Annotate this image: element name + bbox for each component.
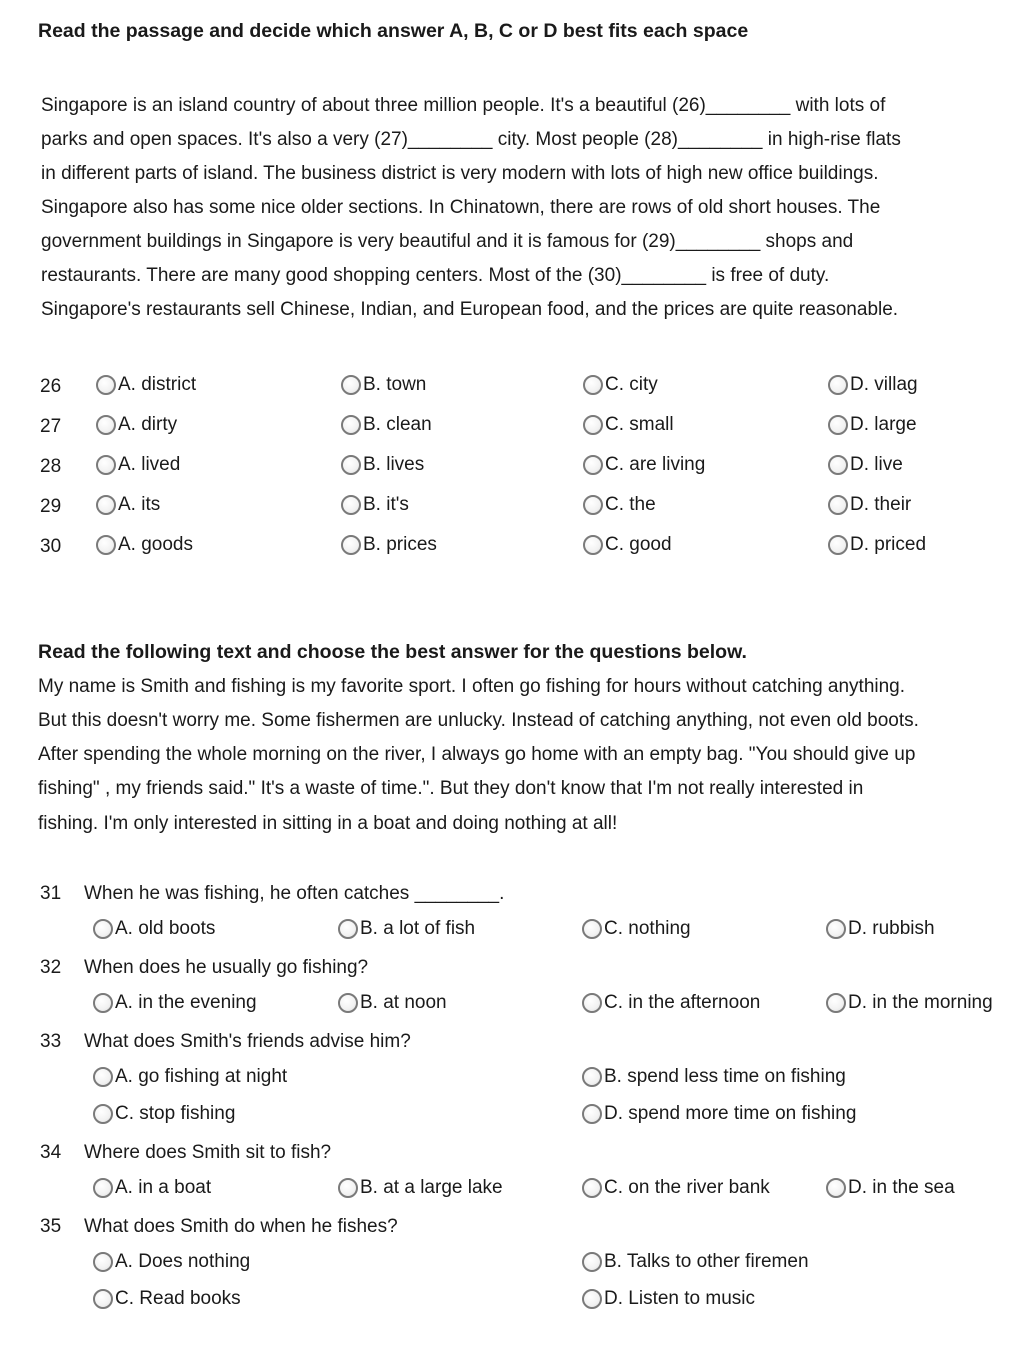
- question-text: Where does Smith sit to fish?: [84, 1142, 332, 1163]
- radio-icon[interactable]: [828, 535, 848, 555]
- option-33-b[interactable]: [582, 1066, 846, 1088]
- option-27-a[interactable]: [96, 414, 177, 436]
- option-label: A. Does nothing: [115, 1251, 251, 1272]
- passage-line: government buildings in Singapore is very beautiful and it is famous for (29)________ shops and: [41, 231, 854, 252]
- passage-line: fishing. I'm only interested in sitting in a boat and doing nothing at all!: [38, 813, 618, 834]
- option-32-b[interactable]: [338, 992, 447, 1014]
- radio-icon[interactable]: [93, 1104, 113, 1124]
- radio-icon[interactable]: [828, 455, 848, 475]
- passage-line: restaurants. There are many good shopping centers. Most of the (30)________ is free of duty.: [41, 265, 830, 286]
- radio-icon[interactable]: [582, 919, 602, 939]
- option-31-a[interactable]: [93, 918, 215, 940]
- option-28-a[interactable]: [96, 454, 180, 476]
- question-number: 30: [40, 536, 62, 557]
- option-label: A. district: [118, 374, 197, 395]
- option-label: C. on the river bank: [604, 1177, 770, 1198]
- radio-icon[interactable]: [338, 1178, 358, 1198]
- radio-icon[interactable]: [583, 455, 603, 475]
- option-label: C. the: [605, 494, 656, 515]
- option-27-d[interactable]: [828, 414, 917, 436]
- radio-icon[interactable]: [828, 375, 848, 395]
- question-text: What does Smith do when he fishes?: [84, 1216, 398, 1237]
- option-28-c[interactable]: [583, 454, 705, 476]
- option-label: B. a lot of fish: [360, 918, 476, 939]
- option-30-b[interactable]: [341, 534, 437, 556]
- question-number: 29: [40, 496, 62, 517]
- option-label: C. Read books: [115, 1288, 241, 1309]
- option-label: B. Talks to other firemen: [604, 1251, 809, 1272]
- question-number: 26: [40, 376, 62, 397]
- option-33-a[interactable]: [93, 1066, 287, 1088]
- radio-icon[interactable]: [583, 415, 603, 435]
- option-31-c[interactable]: [582, 918, 691, 940]
- option-26-a[interactable]: [96, 374, 196, 396]
- option-label: C. are living: [605, 454, 706, 475]
- option-label: B. at a large lake: [360, 1177, 503, 1198]
- passage-line: But this doesn't worry me. Some fishermen are unlucky. Instead of catching anything, not even old boots.: [38, 710, 919, 731]
- question-text: When he was fishing, he often catches ________.: [84, 883, 505, 904]
- radio-icon[interactable]: [583, 375, 603, 395]
- passage-line: Singapore is an island country of about three million people. It's a beautiful (26)________ with lots of: [41, 95, 886, 116]
- option-29-d[interactable]: [828, 494, 911, 516]
- option-label: D. in the morning: [848, 992, 993, 1013]
- radio-icon[interactable]: [338, 993, 358, 1013]
- section2-heading: Read the following text and choose the best answer for the questions below.: [38, 641, 747, 663]
- radio-icon[interactable]: [582, 1178, 602, 1198]
- option-26-c[interactable]: [583, 374, 658, 396]
- section1-heading: Read the passage and decide which answer A, B, C or D best fits each space: [38, 20, 749, 42]
- passage-line: fishing" , my friends said." It's a waste of time.". But they don't know that I'm not really interested in: [38, 778, 864, 799]
- option-33-c[interactable]: [93, 1103, 235, 1125]
- option-35-c[interactable]: [93, 1288, 241, 1310]
- option-32-d[interactable]: [826, 992, 993, 1014]
- option-34-b[interactable]: [338, 1177, 503, 1199]
- option-29-c[interactable]: [583, 494, 656, 516]
- radio-icon[interactable]: [96, 495, 116, 515]
- option-label: C. small: [605, 414, 674, 435]
- option-30-d[interactable]: [828, 534, 926, 556]
- radio-icon[interactable]: [583, 495, 603, 515]
- radio-icon[interactable]: [582, 1104, 602, 1124]
- radio-icon[interactable]: [93, 1252, 113, 1272]
- passage-line: Singapore also has some nice older sections. In Chinatown, there are rows of old short houses. The: [41, 197, 881, 218]
- option-label: A. its: [118, 494, 161, 515]
- option-label: B. at noon: [360, 992, 447, 1013]
- option-label: B. prices: [363, 534, 437, 555]
- option-label: C. in the afternoon: [604, 992, 761, 1013]
- option-label: D. rubbish: [848, 918, 935, 939]
- option-label: D. live: [850, 454, 903, 475]
- option-label: A. in a boat: [115, 1177, 212, 1198]
- question-number: 28: [40, 456, 62, 477]
- radio-icon[interactable]: [582, 1067, 602, 1087]
- radio-icon[interactable]: [826, 1178, 846, 1198]
- option-33-d[interactable]: [582, 1103, 856, 1125]
- option-26-d[interactable]: [828, 374, 918, 396]
- option-35-a[interactable]: [93, 1251, 250, 1273]
- option-label: A. lived: [118, 454, 181, 475]
- option-label: B. it's: [363, 494, 409, 515]
- passage-line: parks and open spaces. It's also a very (27)________ city. Most people (28)________ in high-rise flats: [41, 129, 901, 150]
- option-label: B. lives: [363, 454, 425, 475]
- passage-line: After spending the whole morning on the river, I always go home with an empty bag. "You should give up: [38, 744, 916, 765]
- option-29-b[interactable]: [341, 494, 409, 516]
- option-label: A. old boots: [115, 918, 216, 939]
- option-27-c[interactable]: [583, 414, 674, 436]
- radio-icon[interactable]: [96, 375, 116, 395]
- radio-icon[interactable]: [341, 455, 361, 475]
- option-label: D. priced: [850, 534, 927, 555]
- passage-line: Singapore's restaurants sell Chinese, Indian, and European food, and the prices are quite reasonable.: [41, 299, 899, 320]
- question-number: 33: [40, 1031, 62, 1052]
- option-35-d[interactable]: [582, 1288, 755, 1310]
- radio-icon[interactable]: [828, 415, 848, 435]
- option-32-a[interactable]: [93, 992, 257, 1014]
- question-number: 31: [40, 883, 62, 904]
- radio-icon[interactable]: [341, 535, 361, 555]
- option-35-b[interactable]: [582, 1251, 809, 1273]
- option-label: B. spend less time on fishing: [604, 1066, 846, 1087]
- question-number: 27: [40, 416, 62, 437]
- radio-icon[interactable]: [583, 535, 603, 555]
- option-label: A. go fishing at night: [115, 1066, 288, 1087]
- radio-icon[interactable]: [341, 415, 361, 435]
- radio-icon[interactable]: [93, 1289, 113, 1309]
- option-label: D. spend more time on fishing: [604, 1103, 857, 1124]
- passage-line: My name is Smith and fishing is my favorite sport. I often go fishing for hours without catching anything.: [38, 676, 906, 697]
- passage-line: in different parts of island. The business district is very modern with lots of high new office buildings.: [41, 163, 879, 184]
- radio-icon[interactable]: [338, 919, 358, 939]
- option-label: D. their: [850, 494, 912, 515]
- option-31-d[interactable]: [826, 918, 935, 940]
- radio-icon[interactable]: [582, 1289, 602, 1309]
- option-32-c[interactable]: [582, 992, 760, 1014]
- radio-icon[interactable]: [93, 1067, 113, 1087]
- radio-icon[interactable]: [341, 375, 361, 395]
- option-label: B. clean: [363, 414, 432, 435]
- option-label: D. large: [850, 414, 917, 435]
- option-label: C. city: [605, 374, 658, 395]
- radio-icon[interactable]: [582, 1252, 602, 1272]
- option-31-b[interactable]: [338, 918, 475, 940]
- radio-icon[interactable]: [96, 455, 116, 475]
- radio-icon[interactable]: [826, 919, 846, 939]
- option-26-b[interactable]: [341, 374, 426, 396]
- option-28-d[interactable]: [828, 454, 903, 476]
- option-label: B. town: [363, 374, 427, 395]
- radio-icon[interactable]: [96, 415, 116, 435]
- question-number: 34: [40, 1142, 62, 1163]
- option-30-a[interactable]: [96, 534, 193, 556]
- option-label: D. villag: [850, 374, 918, 395]
- option-27-b[interactable]: [341, 414, 432, 436]
- option-34-a[interactable]: [93, 1177, 211, 1199]
- radio-icon[interactable]: [826, 993, 846, 1013]
- option-28-b[interactable]: [341, 454, 424, 476]
- radio-icon[interactable]: [341, 495, 361, 515]
- option-label: C. stop fishing: [115, 1103, 236, 1124]
- radio-icon[interactable]: [96, 535, 116, 555]
- option-label: A. in the evening: [115, 992, 257, 1013]
- option-label: D. Listen to music: [604, 1288, 755, 1309]
- radio-icon[interactable]: [93, 993, 113, 1013]
- question-text: What does Smith's friends advise him?: [84, 1031, 411, 1052]
- option-34-d[interactable]: [826, 1177, 955, 1199]
- option-30-c[interactable]: [583, 534, 672, 556]
- option-label: A. dirty: [118, 414, 178, 435]
- radio-icon[interactable]: [582, 993, 602, 1013]
- radio-icon[interactable]: [828, 495, 848, 515]
- option-label: C. nothing: [604, 918, 691, 939]
- option-label: D. in the sea: [848, 1177, 955, 1198]
- question-text: When does he usually go fishing?: [84, 957, 369, 978]
- option-label: C. good: [605, 534, 672, 555]
- radio-icon[interactable]: [93, 919, 113, 939]
- radio-icon[interactable]: [93, 1178, 113, 1198]
- question-number: 32: [40, 957, 62, 978]
- question-number: 35: [40, 1216, 62, 1237]
- option-label: A. goods: [118, 534, 193, 555]
- option-34-c[interactable]: [582, 1177, 770, 1199]
- option-29-a[interactable]: [96, 494, 160, 516]
